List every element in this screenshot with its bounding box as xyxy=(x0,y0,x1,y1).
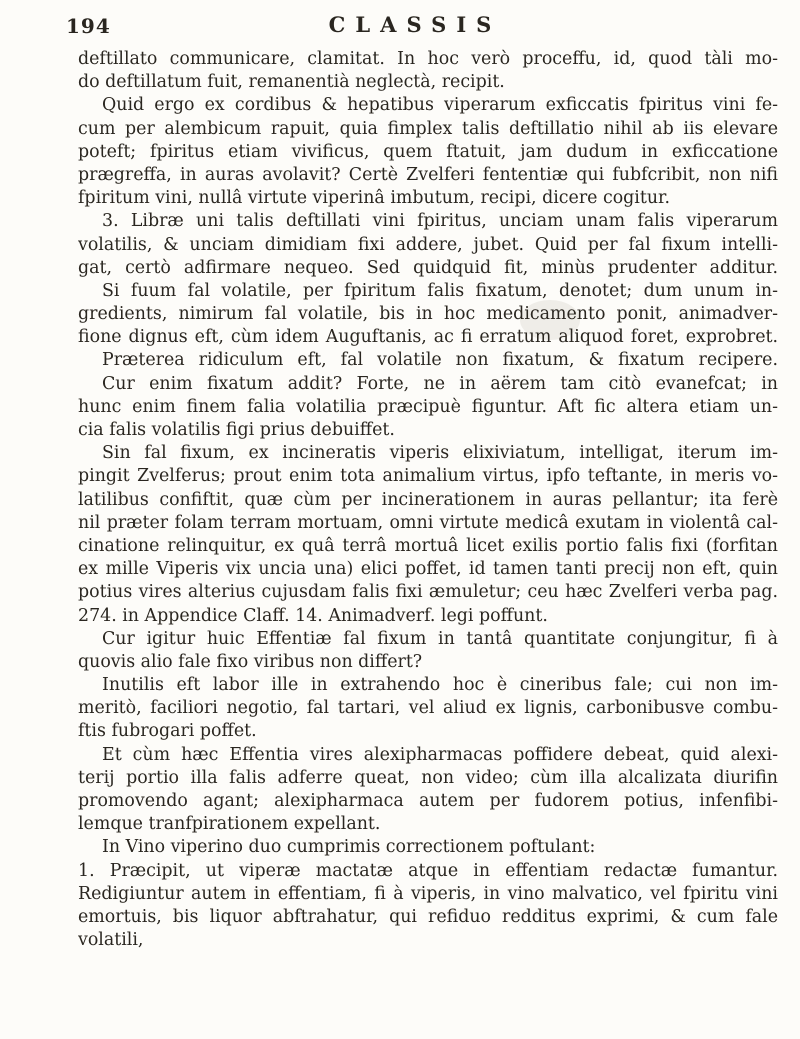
text-line: poteft; fpiritus etiam vivificus, quem ftatuit, jam dudum in exficcatione xyxy=(78,141,778,162)
text-line: meritò, faciliori negotio, fal tartari, vel aliud ex lignis, carbonibusve combu- xyxy=(78,698,778,719)
text-line: Sin fal fixum, ex incineratis viperis elixiviatum, intelligat, iterum im- xyxy=(102,443,778,464)
text-line: ftis fubrogari poffet. xyxy=(78,721,257,742)
text-line: Cur igitur huic Effentiæ fal fixum in tantâ quantitate conjungitur, fi à xyxy=(102,628,778,649)
text-line: Si fuum fal volatile, per fpiritum falis fixatum, denotet; dum unum in- xyxy=(102,280,778,301)
text-line: prægreffa, in auras avolavit? Certè Zvelferi fententiæ qui fubfcribit, non nifi xyxy=(78,164,778,185)
text-line: gredients, nimirum fal volatile, bis in hoc medicamento ponit, animadver- xyxy=(78,304,778,325)
body-text xyxy=(78,48,778,952)
text-line: latilibus confiftit, quæ cùm per incinerationem in auras pellantur; ita ferè xyxy=(78,489,778,510)
text-line: In Vino viperino duo cumprimis correctionem poftulant: xyxy=(102,837,596,858)
text-line: ex mille Viperis vix uncia una) elici poffet, id tamen tanti precij non eft, quin xyxy=(78,559,778,580)
text-line: 3. Libræ uni talis deftillati vini fpiritus, unciam unam falis viperarum xyxy=(102,211,778,232)
text-line: cia falis volatilis figi prius debuiffet. xyxy=(78,420,395,440)
text-line: 1. Præcipit, ut viperæ mactatæ atque in effentiam redactæ fumantur. xyxy=(78,860,778,881)
text-line: deftillato communicare, clamitat. In hoc verò proceffu, id, quod tàli mo- xyxy=(78,49,778,69)
text-line: quovis alio fale fixo viribus non differt? xyxy=(78,651,423,672)
text-line: Redigiuntur autem in effentiam, fi à viperis, in vino malvatico, vel fpiritu vini xyxy=(78,883,778,904)
text-line: volatilis, & unciam dimidiam fixi addere, jubet. Quid per fal fixum intelli- xyxy=(78,234,778,255)
text-line: volatili, xyxy=(78,930,144,951)
text-line: cum per alembicum rapuit, quia fimplex talis deftillatio nihil ab iis elevare xyxy=(78,118,778,139)
text-line: Præterea ridiculum eft, fal volatile non fixatum, & fixatum recipere. xyxy=(102,350,778,371)
text-line: gat, certò adfirmare nequeo. Sed quidquid fit, minùs prudenter additur. xyxy=(78,257,778,278)
text-line: Quid ergo ex cordibus & hepatibus viperarum exficcatis fpiritus vini fe- xyxy=(102,95,778,116)
text-line: pingit Zvelferus; prout enim tota animalium virtus, ipfo teftante, in meris vo- xyxy=(78,466,778,487)
running-head: CLASSIS xyxy=(328,12,502,37)
text-line: do deftillatum fuit, remanentià neglectà, recipit. xyxy=(78,72,505,93)
text-line: Et cùm hæc Effentia vires alexipharmacas poffidere debeat, quid alexi- xyxy=(102,744,778,765)
text-line: promovendo agant; alexipharmaca autem per fudorem potius, infenfibi- xyxy=(78,791,778,811)
text-line: lemque tranfpirationem expellant. xyxy=(78,814,381,835)
page-number: 194 xyxy=(66,14,111,38)
text-line: emortuis, bis liquor abftrahatur, qui refiduo redditus exprimi, & cum fale xyxy=(78,906,778,927)
text-line: nil præter folam terram mortuam, omni virtute medicâ exutam in violentâ cal- xyxy=(78,512,778,533)
text-line: Inutilis eft labor ille in extrahendo hoc è cineribus fale; cui non im- xyxy=(102,675,778,696)
text-line: terij portio illa falis adferre queat, non video; cùm illa alcalizata diurifin xyxy=(78,767,778,788)
text-line: fione dignus eft, cùm idem Auguftanis, ac fi erratum aliquod foret, exprobret. xyxy=(78,327,778,348)
text-line: Cur enim fixatum addit? Forte, ne in aërem tam citò evanefcat; in xyxy=(102,373,778,394)
text-line: hunc enim finem falia volatilia præcipuè figuntur. Aft fic altera etiam un- xyxy=(78,396,778,417)
text-line: cinatione relinquitur, ex quâ terrâ mortuâ licet exilis portio falis fixi (forfitan xyxy=(78,535,778,556)
text-line: potius vires alterius cujusdam falis fixi æmuletur; ceu hæc Zvelferi verba pag. xyxy=(78,582,778,603)
text-line: fpiritum vini, nullâ virtute viperinâ imbutum, recipi, dicere cogitur. xyxy=(78,188,670,209)
text-line: 274. in Appendice Claff. 14. Animadverf. legi poffunt. xyxy=(78,605,548,626)
page-header xyxy=(66,8,764,42)
